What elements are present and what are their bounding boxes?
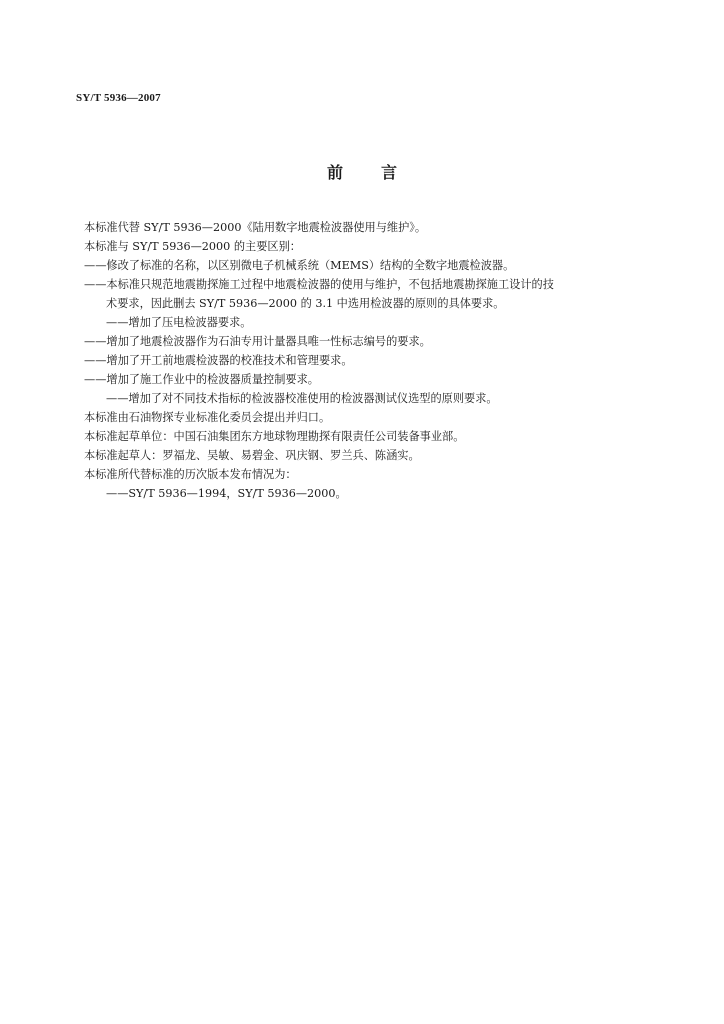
difference-item-unique-id: ——增加了地震检波器作为石油专用计量器具唯一性标志编号的要求。 xyxy=(84,335,431,348)
difference-item-calibration: ——增加了开工前地震检波器的校准技术和管理要求。 xyxy=(84,354,353,367)
difference-item-piezoelectric: ——增加了压电检波器要求。 xyxy=(106,316,252,329)
paragraph-previous-editions: 本标准所代替标准的历次版本发布情况为： xyxy=(84,468,297,481)
paragraph-replaces: 本标准代替 SY/T 5936—2000《陆用数字地震检波器使用与维护》。 xyxy=(84,221,427,234)
paragraph-drafters: 本标准起草人：罗福龙、吴敏、易碧金、巩庆钢、罗兰兵、陈涵实。 xyxy=(84,449,420,462)
difference-item-name-change: ——修改了标准的名称，以区别微电子机械系统（MEMS）结构的全数字地震检波器。 xyxy=(84,259,515,272)
difference-item-scope: ——本标准只规范地震勘探施工过程中地震检波器的使用与维护，不包括地震勘探施工设计的技 xyxy=(84,278,554,291)
difference-item-quality-control: ——增加了施工作业中的检波器质量控制要求。 xyxy=(84,373,319,386)
page-title: 前言 xyxy=(326,163,435,182)
foreword-body xyxy=(84,218,664,503)
standard-code-header: SY/T 5936—2007 xyxy=(76,92,161,104)
paragraph-proposed-by: 本标准由石油物探专业标准化委员会提出并归口。 xyxy=(84,411,331,424)
difference-item-tester-selection: ——增加了对不同技术指标的检波器校准使用的检波器测试仪选型的原则要求。 xyxy=(106,392,498,405)
paragraph-main-differences: 本标准与 SY/T 5936—2000 的主要区别： xyxy=(84,240,301,253)
previous-editions-list: ——SY/T 5936—1994，SY/T 5936—2000。 xyxy=(106,487,347,500)
difference-item-scope-continued: 术要求，因此删去 SY/T 5936—2000 的 3.1 中选用检波器的原则的具体要求。 xyxy=(106,297,505,310)
paragraph-drafting-unit: 本标准起草单位：中国石油集团东方地球物理勘探有限责任公司装备事业部。 xyxy=(84,430,465,443)
